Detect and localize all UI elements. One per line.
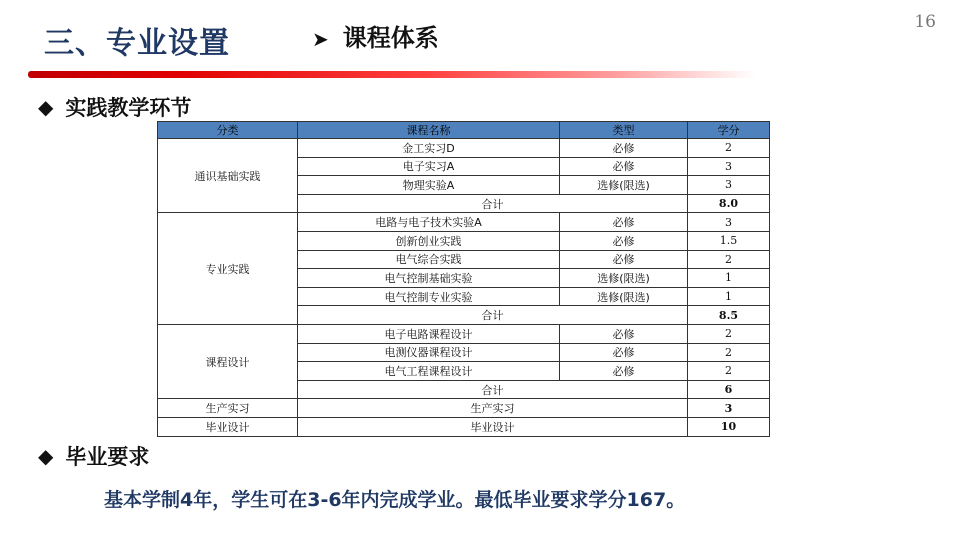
course-name-cell: 金工实习D: [298, 139, 560, 158]
subtotal-label: 合计: [298, 380, 688, 399]
table-row: [158, 139, 770, 158]
course-type-cell: 必修: [560, 362, 688, 381]
course-name-cell: 电气控制专业实验: [298, 287, 560, 306]
category-cell: 通识基础实践: [158, 139, 298, 213]
page-number: 16: [914, 12, 936, 32]
course-type-cell: 必修: [560, 139, 688, 158]
table-header-row: [158, 122, 770, 139]
title-divider: [28, 71, 756, 78]
course-name-cell: 电子电路课程设计: [298, 324, 560, 343]
course-type-cell: 必修: [560, 231, 688, 250]
category-cell: 生产实习: [158, 399, 298, 418]
subtotal-credit: 6: [688, 380, 770, 399]
course-type-cell: 必修: [560, 250, 688, 269]
subtotal-credit: 8.5: [688, 306, 770, 325]
slide-subtitle: [312, 18, 439, 53]
column-header: 学分: [688, 122, 770, 139]
credit-cell: 1: [688, 287, 770, 306]
graduation-requirements-text: 基本学制4年，学生可在3-6年内完成学业。最低毕业要求学分167。: [104, 489, 686, 511]
subtotal-label: 合计: [298, 306, 688, 325]
table-row: [158, 213, 770, 232]
course-type-cell: 选修(限选): [560, 176, 688, 195]
course-type-cell: 必修: [560, 213, 688, 232]
category-cell: 毕业设计: [158, 417, 298, 436]
table-row: [158, 324, 770, 343]
section-requirements-label: 毕业要求: [65, 445, 150, 469]
credit-cell: 3: [688, 399, 770, 418]
course-name-cell: 物理实验A: [298, 176, 560, 195]
course-type-cell: 必修: [560, 343, 688, 362]
course-name-cell: 电子实习A: [298, 157, 560, 176]
course-type-cell: 必修: [560, 324, 688, 343]
table-row: [158, 417, 770, 436]
practice-courses-table: [157, 121, 770, 437]
course-type-cell: 必修: [560, 157, 688, 176]
course-type-cell: 选修(限选): [560, 269, 688, 288]
subtotal-credit: 8.0: [688, 194, 770, 213]
course-name-cell: 电路与电子技术实验A: [298, 213, 560, 232]
credit-cell: 2: [688, 250, 770, 269]
credit-cell: 1: [688, 269, 770, 288]
course-name-cell: 电气工程课程设计: [298, 362, 560, 381]
credit-cell: 2: [688, 362, 770, 381]
course-name-cell: 创新创业实践: [298, 231, 560, 250]
diamond-bullet-icon: ◆: [38, 444, 54, 468]
credit-cell: 1.5: [688, 231, 770, 250]
credit-cell: 2: [688, 324, 770, 343]
section-practice-label: 实践教学环节: [65, 96, 192, 120]
arrow-bullet-icon: ➤: [312, 27, 329, 51]
column-header: 课程名称: [298, 122, 560, 139]
subtitle-text: 课程体系: [342, 24, 439, 52]
course-name-cell: 电测仪器课程设计: [298, 343, 560, 362]
course-type-cell: 选修(限选): [560, 287, 688, 306]
credit-cell: 3: [688, 176, 770, 195]
page-title: 三、专业设置: [44, 26, 230, 61]
section-requirements-heading: [38, 441, 149, 471]
credit-cell: 2: [688, 139, 770, 158]
credit-cell: 3: [688, 157, 770, 176]
course-name-cell: 生产实习: [298, 399, 688, 418]
section-practice-heading: [38, 92, 191, 122]
category-cell: 课程设计: [158, 324, 298, 398]
column-header: 分类: [158, 122, 298, 139]
column-header: 类型: [560, 122, 688, 139]
credit-cell: 2: [688, 343, 770, 362]
course-name-cell: 电气综合实践: [298, 250, 560, 269]
course-name-cell: 毕业设计: [298, 417, 688, 436]
subtotal-label: 合计: [298, 194, 688, 213]
category-cell: 专业实践: [158, 213, 298, 325]
credit-cell: 10: [688, 417, 770, 436]
credit-cell: 3: [688, 213, 770, 232]
course-name-cell: 电气控制基础实验: [298, 269, 560, 288]
diamond-bullet-icon: ◆: [38, 95, 54, 119]
table-row: [158, 399, 770, 418]
